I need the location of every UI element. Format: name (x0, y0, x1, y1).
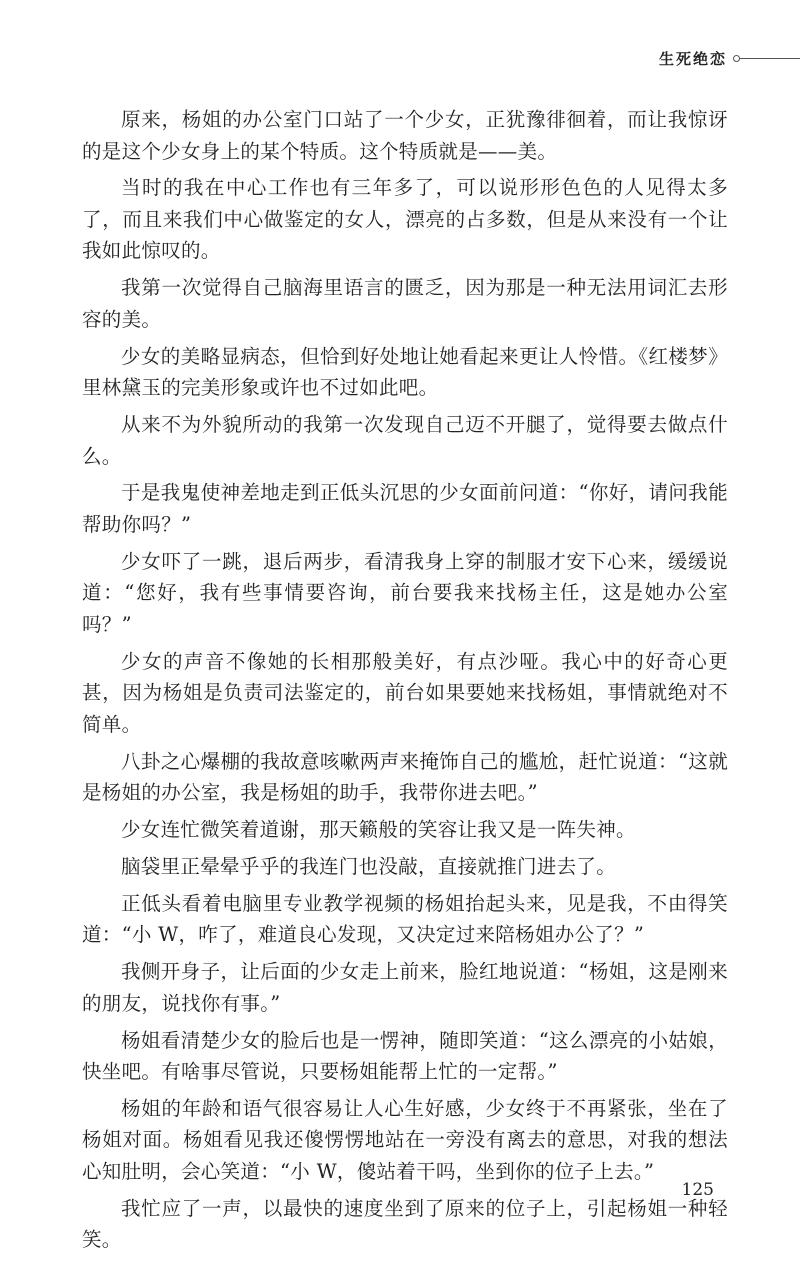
running-header (659, 46, 800, 70)
paragraph: 八卦之心爆棚的我故意咳嗽两声来掩饰自己的尴尬，赶忙说道：“这就是杨姐的办公室，我是杨姐的助手，我带你进去吧。” (82, 749, 728, 805)
running-title: 生死绝恋 (658, 49, 727, 68)
paragraph: 少女的美略显病态，但恰到好处地让她看起来更让人怜惜。《红楼梦》里林黛玉的完美形象或许也不过如此吧。 (82, 344, 728, 400)
paragraph: 少女吓了一跳，退后两步，看清我身上穿的制服才安下心来，缓缓说道：“您好，我有些事情要咨询，前台要我来找杨主任，这是她办公室吗？” (82, 549, 728, 636)
paragraph: 于是我鬼使神差地走到正低头沉思的少女面前问道：“你好，请问我能帮助你吗？” (82, 481, 728, 536)
paragraph: 我侧开身子，让后面的少女走上前来，脸红地说道：“杨姐，这是刚来的朋友，说找你有事。” (82, 960, 728, 1015)
paragraph: 少女的声音不像她的长相那般美好，有点沙哑。我心中的好奇心更甚，因为杨姐是负责司法鉴定的，前台如果要她来找杨姐，事情就绝对不简单。 (82, 649, 728, 736)
body-text (82, 104, 728, 1261)
paragraph: 我忙应了一声，以最快的速度坐到了原来的位子上，引起杨姐一种轻笑。 (82, 1196, 728, 1252)
header-rule-line (740, 58, 800, 59)
page-number: 125 (681, 1180, 714, 1200)
paragraph: 杨姐看清楚少女的脸后也是一愣神，随即笑道：“这么漂亮的小姑娘，快坐吧。有啥事尽管说，只要杨姐能帮上忙的一定帮。” (82, 1028, 728, 1084)
paragraph: 脑袋里正晕晕乎乎的我连门也没敲，直接就推门进去了。 (121, 854, 617, 878)
paragraph: 少女连忙微笑着道谢，那天籁般的笑容让我又是一阵失神。 (121, 818, 636, 842)
paragraph: 从来不为外貌所动的我第一次发现自己迈不开腿了，觉得要去做点什么。 (82, 413, 728, 468)
paragraph: 杨姐的年龄和语气很容易让人心生好感，少女终于不再紧张，坐在了杨姐对面。杨姐看见我还傻愣愣地站在一旁没有离去的意思，对我的想法心知肚明，会心笑道：“小 W，傻站着干吗，坐到你的位子上去。” (82, 1096, 728, 1183)
paragraph: 正低头看着电脑里专业教学视频的杨姐抬起头来，见是我，不由得笑道：“小 W，咋了，难道良心发现，又决定过来陪杨姐办公了？” (82, 891, 728, 947)
paragraph: 我第一次觉得自己脑海里语言的匮乏，因为那是一种无法用词汇去形容的美。 (82, 276, 728, 331)
header-ornament-circle-icon (733, 55, 740, 62)
paragraph: 当时的我在中心工作也有三年多了，可以说形形色色的人见得太多了，而且来我们中心做鉴定的女人，漂亮的占多数，但是从来没有一个让我如此惊叹的。 (82, 176, 728, 263)
paragraph: 原来，杨姐的办公室门口站了一个少女，正犹豫徘徊着，而让我惊讶的是这个少女身上的某个特质。这个特质就是——美。 (82, 108, 728, 163)
